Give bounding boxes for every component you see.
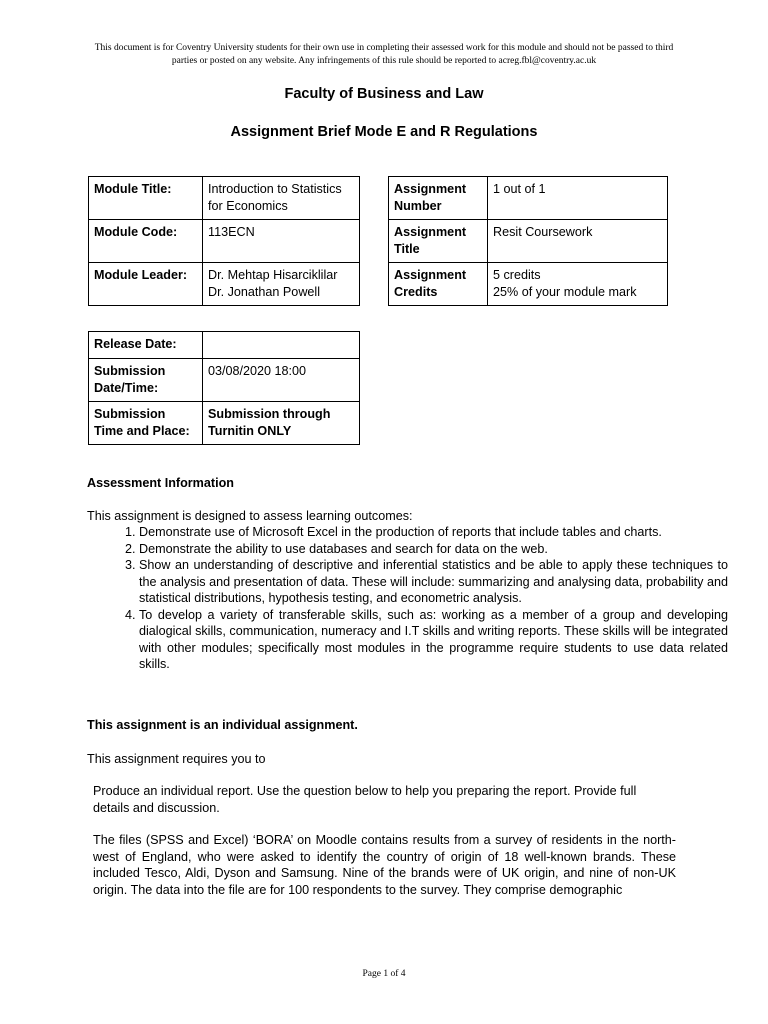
module-title-value: Introduction to Statistics for Economics [203, 177, 360, 220]
outcomes-intro: This assignment is designed to assess learning outcomes: [87, 509, 413, 523]
assignment-number-value: 1 out of 1 [488, 177, 668, 220]
credits-line-2: 25% of your module mark [493, 284, 637, 299]
requires-text: This assignment requires you to [87, 752, 266, 766]
table-row [89, 332, 360, 359]
assessment-heading: Assessment Information [87, 476, 234, 490]
table-row [389, 263, 668, 306]
table-row [389, 220, 668, 263]
module-leader-name-2: Dr. Jonathan Powell [208, 284, 321, 299]
submission-place-label: Submission Time and Place: [89, 402, 203, 445]
list-item: 4. To develop a variety of transferable skills, such as: working as a member of a group and developing dialogical skills, communication, numeracy and I.T skills and writing reports. These skills will be integrated with other modules; specifically most modules in the programme require students to use data related skills. [139, 607, 728, 673]
assignment-credits-label: Assignment Credits [389, 263, 488, 306]
submission-datetime-label: Submission Date/Time: [89, 359, 203, 402]
submission-info-table [88, 331, 360, 445]
credits-line-1: 5 credits [493, 268, 541, 282]
table-row [89, 402, 360, 445]
table-row [89, 359, 360, 402]
list-item: 1. Demonstrate use of Microsoft Excel in the production of reports that include tables and charts. [139, 524, 728, 541]
learning-outcomes-list [87, 524, 728, 673]
page-number: Page 1 of 4 [362, 969, 406, 979]
produce-instructions: Produce an individual report. Use the question below to help you preparing the report. Provide full details and discussion. [93, 784, 637, 815]
module-info-table [88, 176, 360, 306]
disclaimer-text: This document is for Coventry University students for their own use in completing their assessed work for this module and should not be passed to third parties or posted on any website. Any infringements of this rule should be reported to acreg.fbl@coventry.ac.uk [94, 43, 674, 66]
release-date-value [203, 332, 360, 359]
faculty-heading: Faculty of Business and Law [284, 86, 484, 102]
assignment-title-label: Assignment Title [389, 220, 488, 263]
module-title-label: Module Title: [89, 177, 203, 220]
module-leader-name-1: Dr. Mehtap Hisarciklilar [208, 268, 338, 282]
assignment-number-label: Assignment Number [389, 177, 488, 220]
module-leader-label: Module Leader: [89, 263, 203, 306]
submission-place-value: Submission through Turnitin ONLY [203, 402, 360, 445]
table-row [389, 177, 668, 220]
module-code-label: Module Code: [89, 220, 203, 263]
submission-datetime-value: 03/08/2020 18:00 [203, 359, 360, 402]
module-leader-value [203, 263, 360, 306]
individual-assignment-note: This assignment is an individual assignment. [87, 718, 358, 732]
table-row [89, 220, 360, 263]
table-row [89, 263, 360, 306]
brief-title: Assignment Brief Mode E and R Regulations [230, 124, 538, 140]
release-date-label: Release Date: [89, 332, 203, 359]
list-item: 3. Show an understanding of descriptive and inferential statistics and be able to apply these techniques to the analysis and presentation of data. These will include: summarizing and analysing data, probability and statistical distributions, hypothesis testing, and econometric analysis. [139, 557, 728, 607]
table-row [89, 177, 360, 220]
module-code-value: 113ECN [203, 220, 360, 263]
assignment-title-value: Resit Coursework [488, 220, 668, 263]
assignment-info-table [388, 176, 668, 306]
list-item: 2. Demonstrate the ability to use databases and search for data on the web. [139, 541, 728, 558]
assignment-credits-value [488, 263, 668, 306]
bora-description: The files (SPSS and Excel) ‘BORA’ on Moodle contains results from a survey of residents in the north-west of England, who were asked to identify the country of origin of 18 well-known brands. These included Tesco, Aldi, Dyson and Samsung. Nine of the brands were of UK origin, and nine of non-UK origin. The data into the file are for 100 respondents to the survey. They comprise demographic [93, 833, 676, 897]
